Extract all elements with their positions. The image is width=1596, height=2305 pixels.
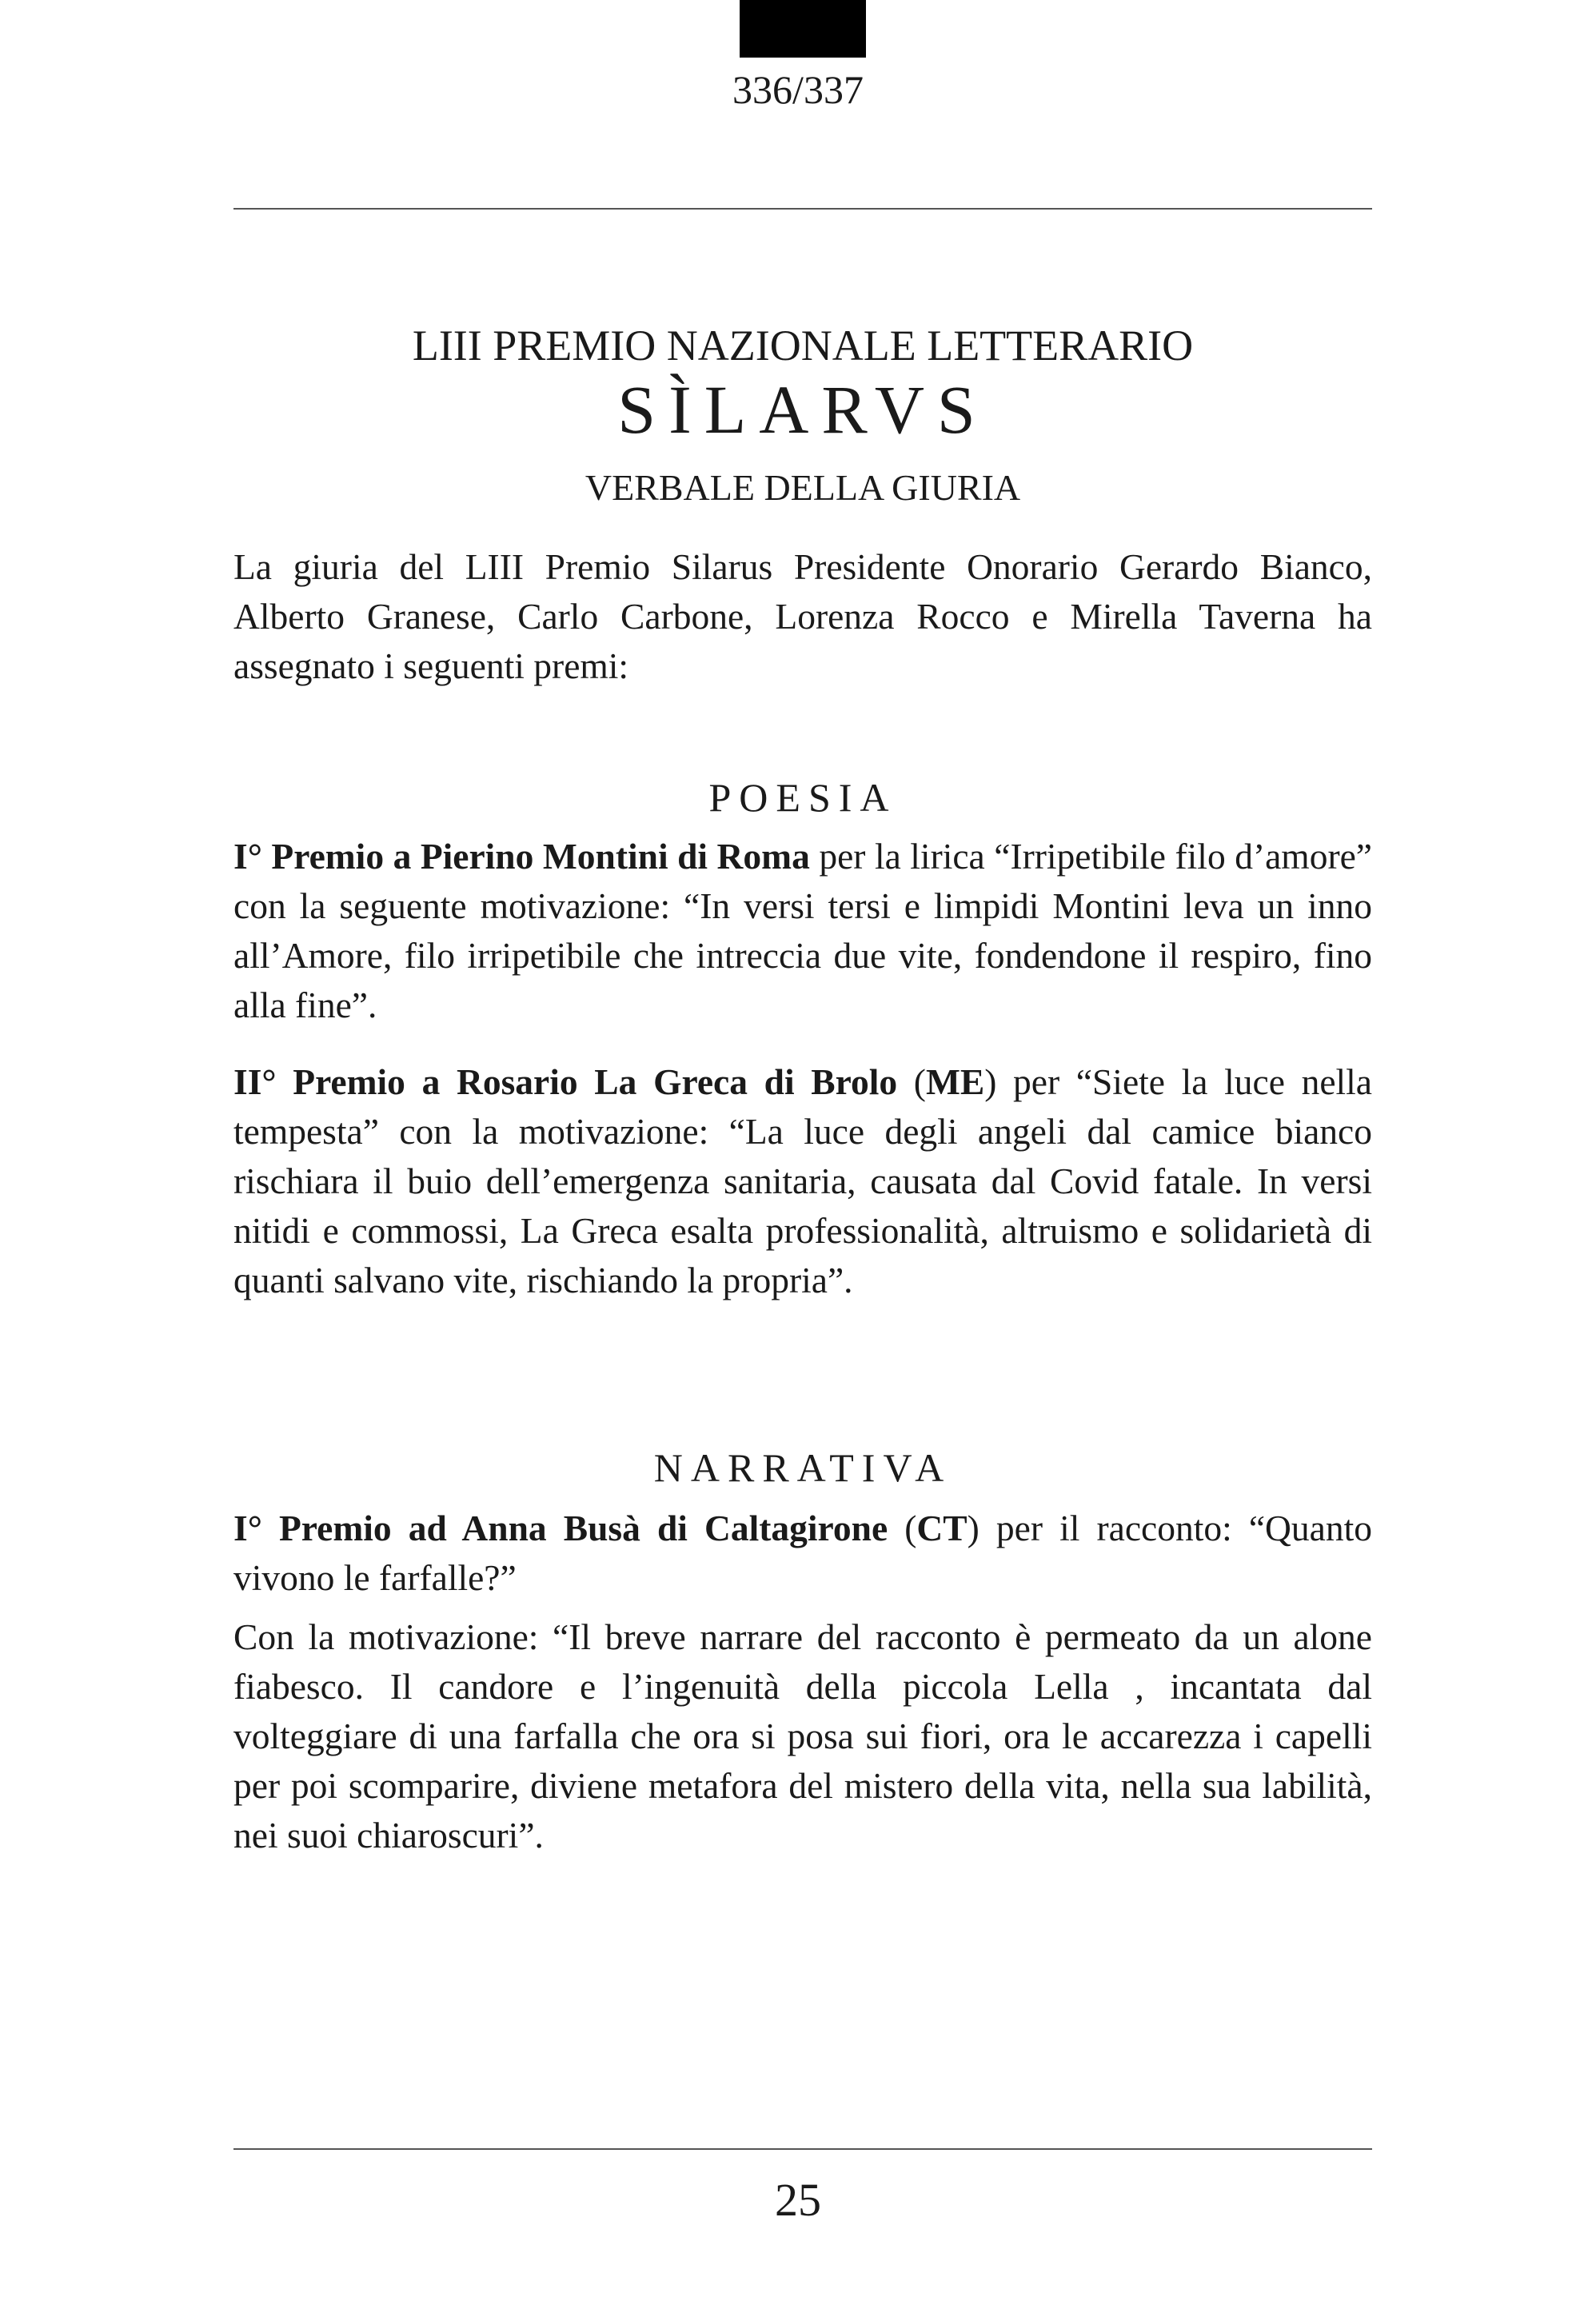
poesia-prize-1 [233, 832, 1372, 1030]
poesia-prize-1-text: per la lirica “Irripetibile filo d’amore” con la seguente motivazione: “In versi tersi e limpidi Montini leva un inno all’Amore, filo irripetibile che intreccia due vite, fondendone il respiro, fino alla fine”. [233, 836, 1372, 1025]
top-divider [233, 208, 1372, 210]
award-name: SÌLARVS [617, 371, 988, 448]
poesia-prize-1-winner: I° Premio a Pierino Montini di Roma [233, 836, 810, 877]
narrativa-prize-1-paren: ( [888, 1508, 917, 1548]
poesia-prize-2-text: ) per “Siete la luce nella tempesta” con la motivazione: “La luce degli angeli dal camice bianco rischiara il buio dell’emergenza sanitaria, causata dal Covid fatale. In versi nitidi e commossi, La Greca esalta professionalità, altruismo e solidarietà di quanti salvano vite, rischiando la propria”. [233, 1061, 1373, 1300]
section-heading-narrativa: NARRATIVA [653, 1445, 952, 1490]
poesia-prize-2 [233, 1057, 1372, 1305]
poesia-prize-2-paren: ( [897, 1061, 926, 1102]
narrativa-prize-1 [233, 1504, 1372, 1603]
poesia-prize-2-winner: II° Premio a Rosario La Greca di Brolo [233, 1061, 898, 1102]
narrativa-prize-1-winner: I° Premio ad Anna Busà di Caltagirone [233, 1508, 888, 1548]
document-subtitle: VERBALE DELLA GIURIA [585, 467, 1021, 508]
intro-paragraph: La giuria del LIII Premio Silarus Presidente Onorario Gerardo Bianco, Alberto Granese, Carlo Carbone, Lorenza Rocco e Mirella Taverna ha assegnato i seguenti premi: [233, 546, 1372, 686]
issue-number: 336/337 [732, 67, 864, 112]
poesia-prize-2-province: ME [925, 1061, 985, 1102]
narrativa-prize-1-text: ) per il racconto: “Quanto vivono le farfalle?” [233, 1508, 1372, 1598]
header-tab [740, 0, 866, 58]
narrativa-motivation: Con la motivazione: “Il breve narrare del racconto è permeato da un alone fiabesco. Il candore e l’ingenuità della piccola Lella , incantata dal volteggiare di una farfalla che ora si posa sui fiori, ora le accarezza i capelli per poi scomparire, diviene metafora del mistero della vita, nella sua labilità, nei suoi chiaroscuri”. [233, 1616, 1372, 1856]
page-number: 25 [775, 2174, 821, 2226]
section-heading-poesia: POESIA [708, 775, 897, 820]
award-title: LIII PREMIO NAZIONALE LETTERARIO [412, 322, 1194, 370]
bottom-divider [233, 2148, 1372, 2150]
narrativa-prize-1-province: CT [916, 1508, 968, 1548]
